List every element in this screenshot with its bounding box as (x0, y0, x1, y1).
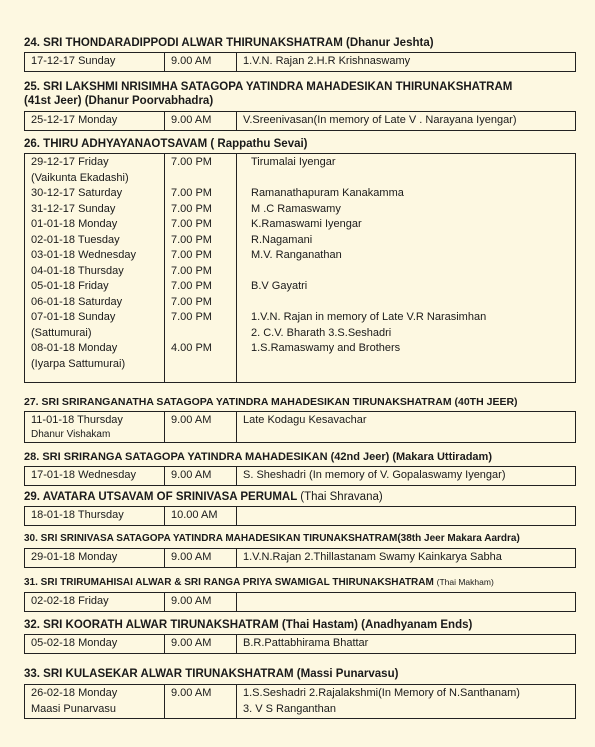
time-line: 4.00 PM (171, 342, 212, 354)
time-line: 7.00 PM (171, 295, 212, 308)
time-line: 7.00 PM (171, 249, 212, 261)
time-cell: 10.00 AM (165, 507, 237, 526)
section-title-row (24, 490, 576, 504)
sponsor-line: 2. C.V. Bharath 3.S.Seshadri (251, 326, 392, 339)
date-line: (Iyarpa Sattumurai) (31, 357, 126, 370)
date-cell: 05-02-18 Monday (25, 635, 165, 654)
table-row (25, 53, 576, 72)
section-25 (24, 80, 576, 131)
section-26 (24, 137, 576, 383)
sponsor-line: Ramanathapuram Kanakamma (251, 187, 404, 199)
sponsor-line: B.V Gayatri (251, 280, 308, 292)
sponsor-cell (237, 507, 576, 526)
section-30 (24, 532, 576, 568)
date-line: 07-01-18 Sunday (31, 311, 116, 323)
date-line: 06-01-18 Saturday (31, 295, 123, 308)
sponsor-line: 1.S.Ramaswamy and Brothers (251, 342, 401, 354)
date-line: (Sattumurai) (31, 326, 92, 339)
date-cell: 25-12-17 Monday (25, 112, 165, 131)
date-line: 31-12-17 Sunday (31, 202, 116, 215)
sponsor-cell (237, 685, 576, 719)
date-line: 29-12-17 Friday (31, 156, 109, 168)
section-title: 31. SRI TRIRUMAHISAI ALWAR & SRI RANGA PRIYA SWAMIGAL THIRUNAKSHATRAM (24, 577, 434, 588)
section-title: 27. SRI SRIRANGANATHA SATAGOPA YATINDRA MAHADESIKAN TIRUNAKSHATRAM (40TH JEER) (24, 396, 518, 408)
section-title: 29. AVATARA UTSAVAM OF SRINIVASA PERUMAL (24, 491, 298, 503)
schedule-table (24, 466, 576, 486)
date-line: (Vaikunta Ekadashi) (31, 171, 129, 184)
sponsor-line: R.Nagamani (251, 233, 313, 246)
table-row (25, 593, 576, 612)
sponsor-cell: V.Sreenivasan(In memory of Late V . Narayana Iyengar) (237, 112, 576, 131)
schedule-table (24, 548, 576, 568)
schedule-table (24, 111, 576, 131)
schedule-table (24, 411, 576, 443)
table-row (25, 154, 576, 383)
date-cell: 17-01-18 Wednesday (25, 467, 165, 486)
time-line: 7.00 PM (171, 218, 212, 230)
schedule-table (24, 506, 576, 526)
table-row (25, 112, 576, 131)
section-33 (24, 667, 576, 719)
section-title: 26. THIRU ADHYAYANAOTSAVAM ( Rappathu Sevai) (24, 138, 308, 150)
time-line (171, 171, 233, 187)
times-cell (165, 154, 237, 383)
sponsor-cell: B.R.Pattabhirama Bhattar (237, 635, 576, 654)
date-cell: 02-02-18 Friday (25, 593, 165, 612)
section-32 (24, 618, 576, 654)
schedule-table (24, 592, 576, 612)
date-line: 03-01-18 Wednesday (31, 249, 136, 261)
time-line: 7.00 PM (171, 156, 212, 168)
sponsor-line: K.Ramaswami Iyengar (251, 218, 362, 230)
sponsor-line: M.V. Ranganathan (251, 249, 342, 261)
time-line: 7.00 PM (171, 311, 212, 323)
time-line: 7.00 PM (171, 280, 212, 292)
schedule-table (24, 52, 576, 72)
sponsor-line: Tirumalai Iyengar (251, 156, 336, 168)
sponsor-line: 1.V.N. Rajan in memory of Late V.R Narasimhan (251, 311, 487, 323)
sponsor-line (251, 295, 572, 311)
section-24 (24, 36, 576, 72)
time-cell: 9.00 AM (165, 549, 237, 568)
section-title: 32. SRI KOORATH ALWAR TIRUNAKSHATRAM (Thai Hastam) (Anadhyanam Ends) (24, 619, 473, 631)
section-29 (24, 490, 576, 526)
table-row (25, 635, 576, 654)
sponsor-cell: 1.V.N. Rajan 2.H.R Krishnaswamy (237, 53, 576, 72)
time-cell: 9.00 AM (165, 53, 237, 72)
section-title-note: (Thai Shravana) (300, 491, 383, 503)
section-title: 30. SRI SRINIVASA SATAGOPA YATINDRA MAHADESIKAN TIRUNAKSHATRAM(38th Jeer Makara Aardra) (24, 533, 520, 544)
section-28 (24, 450, 576, 486)
schedule-table (24, 634, 576, 654)
sponsor-cell: S. Sheshadri (In memory of V. Gopalaswamy Iyengar) (237, 467, 576, 486)
time-cell: 9.00 AM (165, 467, 237, 486)
sponsor-line: 1.S.Seshadri 2.Rajalakshmi(In Memory of N.Santhanam) (243, 687, 520, 699)
section-subtitle: (41st Jeer) (Dhanur Poorvabhadra) (24, 95, 214, 107)
table-row (25, 507, 576, 526)
date-cell: 17-12-17 Sunday (25, 53, 165, 72)
sponsor-cell (237, 593, 576, 612)
schedule-table (24, 153, 576, 383)
time-line: 7.00 PM (171, 187, 212, 199)
table-row (25, 549, 576, 568)
date-line: 01-01-18 Monday (31, 218, 118, 230)
date-line: 04-01-18 Thursday (31, 264, 124, 277)
date-cell (25, 685, 165, 719)
date-line: 30-12-17 Saturday (31, 187, 123, 199)
sponsor-line: 3. V S Ranganthan (243, 702, 336, 715)
table-row (25, 412, 576, 443)
sponsor-cell: Late Kodagu Kesavachar (237, 412, 576, 443)
time-cell: 9.00 AM (165, 685, 237, 719)
section-27 (24, 395, 576, 443)
date-cell: 29-01-18 Monday (25, 549, 165, 568)
sponsor-line (251, 264, 572, 280)
time-line: 7.00 PM (171, 202, 212, 215)
time-cell: 9.00 AM (165, 635, 237, 654)
sponsor-line (251, 171, 572, 187)
table-row (25, 467, 576, 486)
time-line: 7.00 PM (171, 264, 212, 277)
section-title: 33. SRI KULASEKAR ALWAR TIRUNAKSHATRAM (Massi Punarvasu) (24, 668, 399, 680)
schedule-table (24, 684, 576, 719)
date-cell: 18-01-18 Thursday (25, 507, 165, 526)
sponsors-cell (237, 154, 576, 383)
section-title: 25. SRI LAKSHMI NRISIMHA SATAGOPA YATINDRA MAHADESIKAN THIRUNAKSHATRAM (24, 81, 513, 93)
time-cell: 9.00 AM (165, 112, 237, 131)
date-note: Dhanur Vishakam (31, 428, 111, 440)
time-line (171, 326, 233, 342)
time-cell: 9.00 AM (165, 412, 237, 443)
section-31 (24, 575, 576, 612)
time-line: 7.00 PM (171, 233, 212, 246)
date-line: 26-02-18 Monday (31, 687, 118, 699)
date-line: 11-01-18 Thursday (31, 414, 123, 426)
date-cell (25, 412, 165, 443)
table-row (25, 685, 576, 719)
date-line: 02-01-18 Tuesday (31, 233, 120, 246)
dates-cell (25, 154, 165, 383)
sponsor-line: M .C Ramaswamy (251, 202, 341, 215)
section-title-row (24, 575, 576, 590)
section-title-note: (Thai Makham) (436, 577, 494, 587)
date-line: 08-01-18 Monday (31, 342, 118, 354)
section-title: 28. SRI SRIRANGA SATAGOPA YATINDRA MAHADESIKAN (42nd Jeer) (Makara Uttiradam) (24, 451, 492, 463)
date-note: Maasi Punarvasu (31, 702, 116, 715)
date-line: 05-01-18 Friday (31, 280, 109, 292)
sponsor-cell: 1.V.N.Rajan 2.Thillastanam Swamy Kainkarya Sabha (237, 549, 576, 568)
section-title: 24. SRI THONDARADIPPODI ALWAR THIRUNAKSHATRAM (Dhanur Jeshta) (24, 37, 434, 49)
time-cell: 9.00 AM (165, 593, 237, 612)
